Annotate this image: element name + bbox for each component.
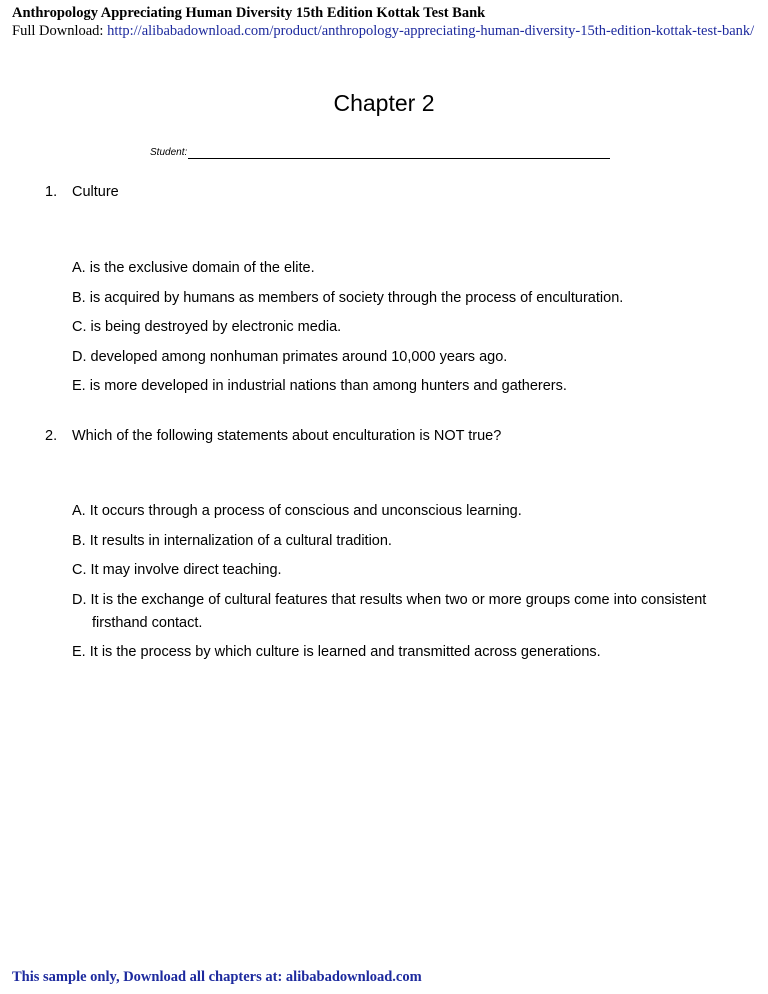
- answer-option-c: C. It may involve direct teaching.: [72, 562, 282, 578]
- answer-option-c: C. is being destroyed by electronic media.: [72, 319, 342, 335]
- answer-option-a: A. is the exclusive domain of the elite.: [72, 260, 315, 276]
- download-label: Full Download:: [12, 23, 108, 39]
- answer-option-e: E. is more developed in industrial nations than among hunters and gatherers.: [72, 378, 567, 394]
- answer-option-a: A. It occurs through a process of conscious and unconscious learning.: [72, 503, 522, 519]
- document-title: Anthropology Appreciating Human Diversity 15th Edition Kottak Test Bank: [12, 5, 486, 21]
- student-name-blank: [188, 148, 610, 159]
- answer-options: [72, 254, 712, 402]
- question-number: 2.: [45, 428, 58, 444]
- question-stem: Which of the following statements about enculturation is NOT true?: [72, 428, 502, 444]
- chapter-title: Chapter 2: [333, 90, 435, 116]
- answer-option-e: E. It is the process by which culture is learned and transmitted across generations.: [72, 643, 601, 660]
- student-name-line: [150, 146, 610, 159]
- download-line: [12, 22, 764, 40]
- download-footer[interactable]: This sample only, Download all chapters at: alibabadownload.com: [12, 969, 422, 985]
- answer-option-d: D. It is the exchange of cultural features that results when two or more groups come into consistent firsthand contact.: [72, 591, 707, 631]
- answer-option-d: D. developed among nonhuman primates around 10,000 years ago.: [72, 348, 508, 365]
- question-stem: Culture: [72, 184, 119, 200]
- answer-option-b: B. is acquired by humans as members of society through the process of enculturation.: [72, 289, 624, 306]
- answer-options: [72, 497, 712, 667]
- page-header: [12, 4, 764, 40]
- student-label: Student:: [150, 147, 188, 158]
- answer-option-b: B. It results in internalization of a cultural tradition.: [72, 532, 392, 549]
- download-link[interactable]: http://alibabadownload.com/product/anthropology-appreciating-human-diversity-15th-edition-kottak-test-bank/: [107, 23, 755, 39]
- question-number: 1.: [45, 184, 58, 200]
